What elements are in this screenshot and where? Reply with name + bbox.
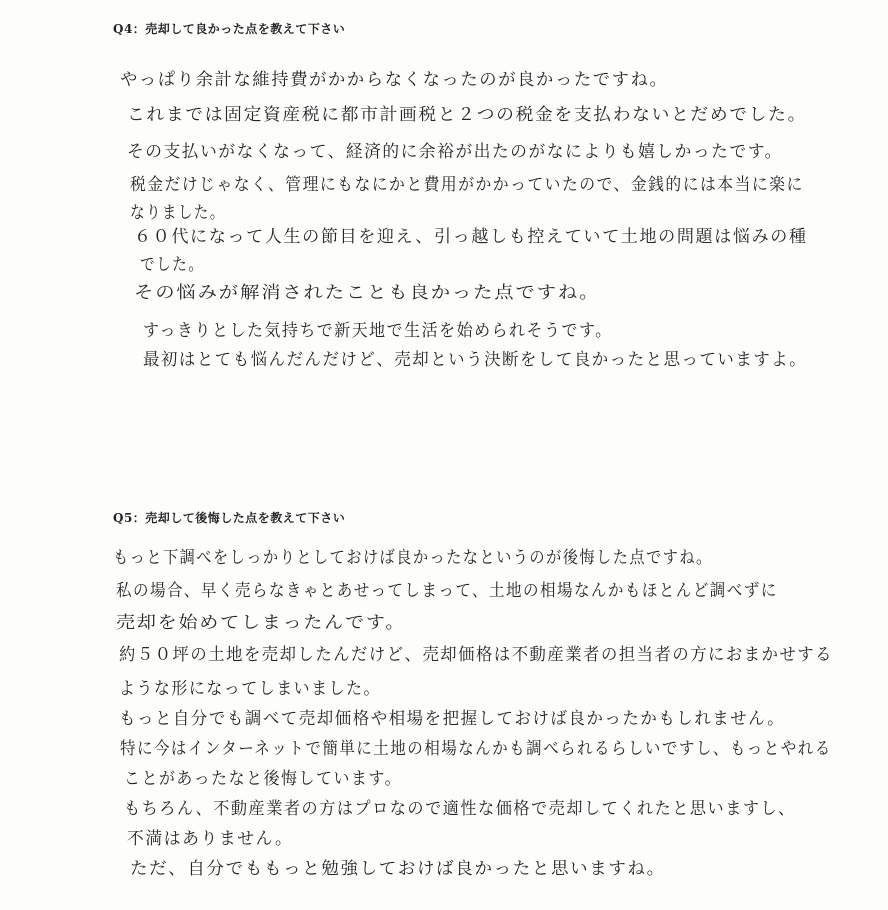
q5-answer-line: もちろん、不動産業者の方はプロなので適性な価格で売却してくれたと思いますし、 <box>124 799 796 819</box>
q5-answer-line: 不満はありません。 <box>127 829 294 849</box>
q5-answer-line: ような形になってしまいました。 <box>119 679 381 699</box>
q4-question-heading: Q4：売却して良かった点を教えて下さい <box>113 22 346 36</box>
q4-answer-line: ６０代になって人生の節目を迎え、引っ越しも控えていて土地の問題は悩みの種 <box>134 227 808 247</box>
q5-answer-line: 特に今はインターネットで簡単に土地の相場なんかも調べられるらしいですし、もっとやれる <box>120 739 832 759</box>
q5-answer-line: 私の場合、早く売らなきゃとあせってしまって、土地の相場なんかもほとんど調べずに <box>116 581 778 601</box>
q5-answer-line: もっと下調べをしっかりとしておけば良かったなというのが後悔した点ですね。 <box>113 548 713 568</box>
q5-question-heading: Q5：売却して後悔した点を教えて下さい <box>113 511 346 525</box>
q4-answer-line: その悩みが解消されたことも良かった点ですね。 <box>134 283 601 303</box>
q5-answer-line: 売却を始めてしまったんです。 <box>116 613 407 633</box>
q4-answer-line: これまでは固定資産税に都市計画税と２つの税金を支払わないとだめでした。 <box>127 105 807 125</box>
q4-answer-line: 税金だけじゃなく、管理にもなにかと費用がかかっていたので、金銭的には本当に楽に <box>130 175 804 195</box>
q4-answer-line: なりました。 <box>130 203 226 223</box>
q4-answer-line: すっきりとした気持ちで新天地で生活を始められそうです。 <box>143 321 613 341</box>
q4-answer-line: でした。 <box>140 255 205 275</box>
q5-answer-line: ことがあったなと後悔しています。 <box>124 769 403 789</box>
q4-answer-line: 最初はとても悩んだんだけど、売却という決断をして良かったと思っていますよ。 <box>143 350 808 370</box>
q5-answer-line: 約５０坪の土地を売却したんだけど、売却価格は不動産業者の担当者の方におまかせする <box>119 645 833 665</box>
q5-answer-line: ただ、自分でももっと勉強しておけば良かったと思いますね。 <box>130 859 666 879</box>
q4-answer-line: やっぱり余計な維持費がかからなくなったのが良かったですね。 <box>120 70 669 90</box>
q4-answer-line: その支払いがなくなって、経済的に余裕が出たのがなによりも嬉しかったです。 <box>127 142 783 162</box>
q5-answer-line: もっと自分でも調べて売却価格や相場を把握しておけば良かったかもしれません。 <box>119 709 786 729</box>
